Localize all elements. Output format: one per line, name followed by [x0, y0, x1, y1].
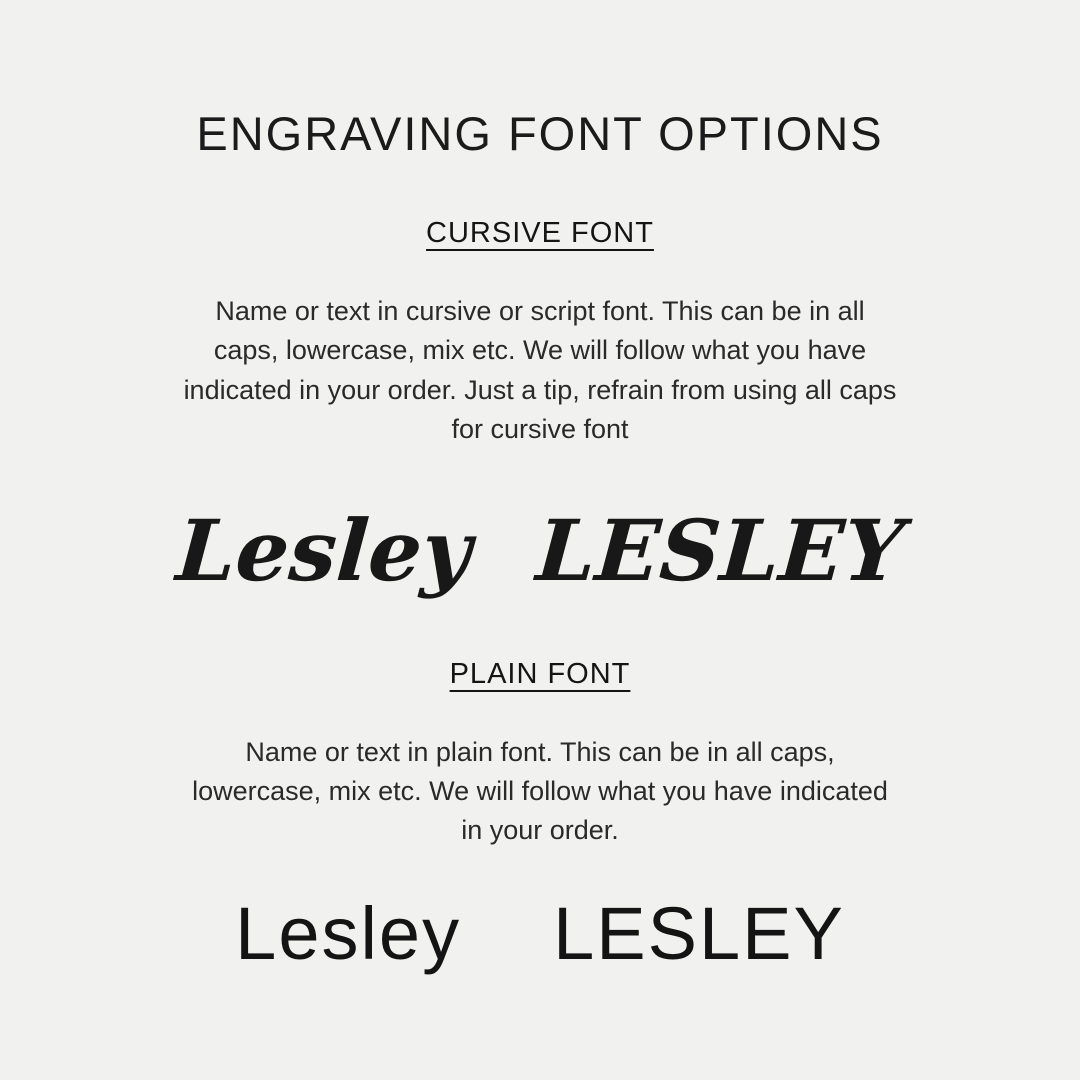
- plain-section-heading: PLAIN FONT: [449, 657, 631, 690]
- plain-example-mixedcase: Lesley: [235, 891, 462, 975]
- cursive-example-row: [173, 476, 907, 626]
- cursive-section-heading: CURSIVE FONT: [426, 217, 654, 249]
- plain-section-description: Name or text in plain font. This can be in all caps, lowercase, mix etc. We will follow what you have indicated in your order.: [192, 736, 888, 846]
- cursive-example-uppercase: LESLEY: [533, 501, 907, 601]
- plain-font-section: [180, 658, 900, 976]
- cursive-section-description: Name or text in cursive or script font. This can be in all caps, lowercase, mix etc. We will follow what you have indicated in your order. Just a tip, refrain from using all caps for cursive font: [183, 296, 897, 445]
- cursive-example-mixedcase: Lesley: [173, 501, 475, 601]
- page-title: ENGRAVING FONT OPTIONS: [196, 107, 884, 160]
- plain-example-row: [180, 891, 900, 976]
- cursive-font-section: [173, 217, 907, 644]
- plain-example-uppercase: LESLEY: [553, 891, 845, 975]
